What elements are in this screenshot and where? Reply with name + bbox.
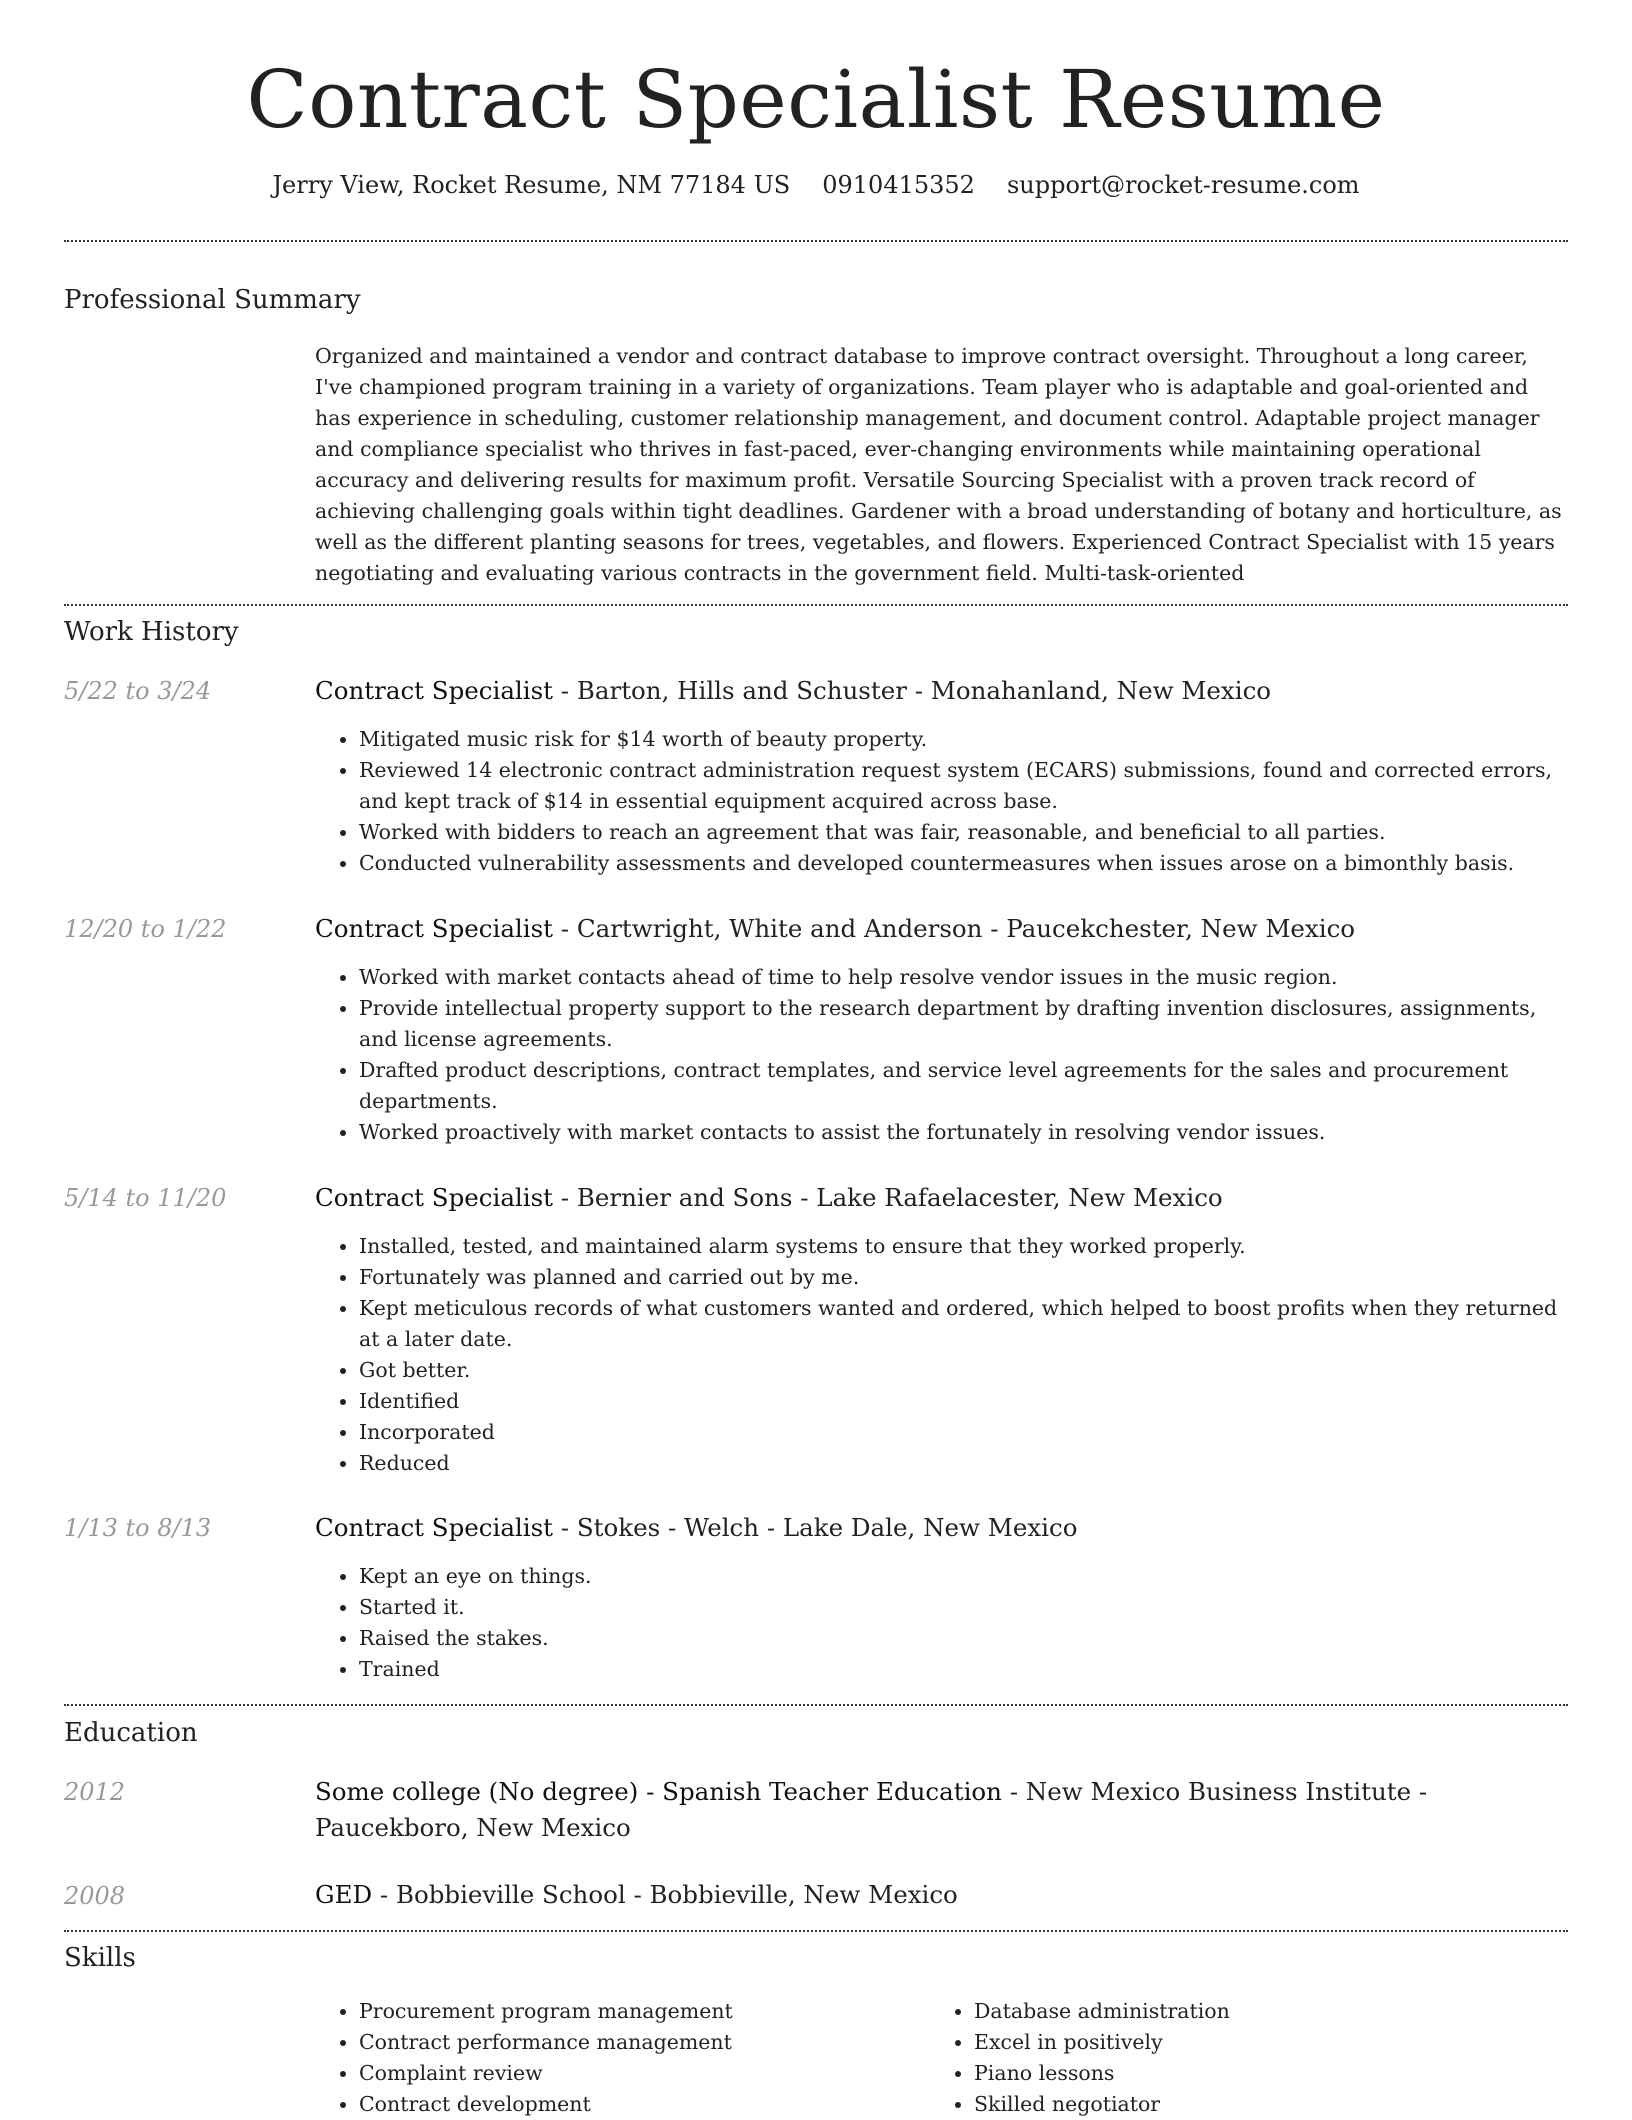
job-bullet: • Mitigated music risk for $14 worth of beauty property.: [359, 724, 1567, 755]
resume-title: Contract Specialist Resume: [246, 53, 1386, 146]
job-bullet: • Trained: [359, 1654, 1567, 1685]
job-title: [315, 673, 1567, 709]
job-bullet: • Worked with market contacts ahead of time to help resolve vendor issues in the music region.: [359, 962, 1567, 993]
section-divider: [64, 1930, 1568, 1932]
job-title: [315, 911, 1567, 947]
job-bullet: • Installed, tested, and maintained alarm systems to ensure that they worked properly.: [359, 1231, 1567, 1262]
job-title: [315, 1180, 1567, 1216]
job-bullet-list: [315, 962, 1567, 1148]
education-entry: [315, 1877, 1567, 1913]
job-bullet-list: [315, 724, 1567, 879]
contact-phone: 0910415352: [822, 171, 975, 199]
job-bullet: • Incorporated: [359, 1417, 1567, 1448]
skills-list-left: [315, 1996, 929, 2120]
education-school-location: - New Mexico Business Institute - Paucekboro, New Mexico: [315, 1777, 1428, 1842]
work-history-heading: Work History: [64, 617, 239, 647]
education-year: 2008: [64, 1882, 126, 1910]
education-degree: GED: [315, 1880, 373, 1909]
skills-list-right: [930, 1996, 1574, 2120]
contact-line: [0, 168, 1632, 202]
skill-item: • Piano lessons: [974, 2058, 1574, 2089]
job-position: Contract Specialist: [315, 1513, 554, 1542]
skills-heading: Skills: [64, 1943, 136, 1973]
job-bullet: • Provide intellectual property support to the research department by drafting invention disclosures, assignments, and license agreements.: [359, 993, 1567, 1055]
education-degree: Some college (No degree) - Spanish Teacher Education: [315, 1777, 1002, 1806]
job-position: Contract Specialist: [315, 676, 554, 705]
education-heading: Education: [64, 1718, 198, 1748]
summary-heading: Professional Summary: [64, 285, 361, 315]
job-employer-location: - Cartwright, White and Anderson - Paucekchester, New Mexico: [553, 914, 1356, 943]
job-dates: 1/13 to 8/13: [64, 1514, 212, 1542]
job-position: Contract Specialist: [315, 914, 554, 943]
education-entry: [315, 1774, 1567, 1846]
job-bullet: • Worked with bidders to reach an agreement that was fair, reasonable, and beneficial to all parties.: [359, 817, 1567, 848]
job-dates: 12/20 to 1/22: [64, 915, 227, 943]
education-school-location: - Bobbieville School - Bobbieville, New Mexico: [372, 1880, 958, 1909]
skill-item: • Excel in positively: [974, 2027, 1574, 2058]
job-employer-location: - Stokes - Welch - Lake Dale, New Mexico: [553, 1513, 1078, 1542]
skill-item: • Contract performance management: [359, 2027, 929, 2058]
job-bullet-list: [315, 1561, 1567, 1685]
contact-address: Jerry View, Rocket Resume, NM 77184 US: [272, 171, 791, 199]
skill-item: • Skilled negotiator: [974, 2089, 1574, 2120]
education-year: 2012: [64, 1778, 126, 1806]
job-bullet: • Kept an eye on things.: [359, 1561, 1567, 1592]
skill-item: • Database administration: [974, 1996, 1574, 2027]
job-employer-location: - Barton, Hills and Schuster - Monahanland, New Mexico: [553, 676, 1272, 705]
job-bullet: • Started it.: [359, 1592, 1567, 1623]
job-position: Contract Specialist: [315, 1183, 554, 1212]
skill-item: • Contract development: [359, 2089, 929, 2120]
section-divider: [64, 604, 1568, 606]
job-bullet: • Reviewed 14 electronic contract administration request system (ECARS) submissions, found and corrected errors, and kept track of $14 in essential equipment acquired across base.: [359, 755, 1567, 817]
job-bullet: • Conducted vulnerability assessments and developed countermeasures when issues arose on a bimonthly basis.: [359, 848, 1567, 879]
contact-email: support@rocket-resume.com: [1006, 171, 1360, 199]
job-bullet: • Raised the stakes.: [359, 1623, 1567, 1654]
job-bullet: • Reduced: [359, 1448, 1567, 1479]
job-bullet: • Kept meticulous records of what customers wanted and ordered, which helped to boost profits when they returned at a later date.: [359, 1293, 1567, 1355]
job-bullet: • Got better.: [359, 1355, 1567, 1386]
job-bullet: • Worked proactively with market contacts to assist the fortunately in resolving vendor issues.: [359, 1117, 1567, 1148]
job-dates: 5/14 to 11/20: [64, 1184, 227, 1212]
section-divider: [64, 1704, 1568, 1706]
job-dates: 5/22 to 3/24: [64, 677, 212, 705]
job-bullet: • Identified: [359, 1386, 1567, 1417]
section-divider: [64, 240, 1568, 242]
job-bullet: • Drafted product descriptions, contract templates, and service level agreements for the sales and procurement departments.: [359, 1055, 1567, 1117]
summary-text: Organized and maintained a vendor and contract database to improve contract oversight. Throughout a long career, I've championed program training in a variety of organizations. Team player who is adaptable and goal-oriented and has experience in scheduling, customer relationship management, and document control. Adaptable project manager and compliance specialist who thrives in fast-paced, ever-changing environments while maintaining operational accuracy and delivering results for maximum profit. Versatile Sourcing Specialist with a proven track record of achieving challenging goals within tight deadlines. Gardener with a broad understanding of botany and horticulture, as well as the different planting seasons for trees, vegetables, and flowers. Experienced Contract Specialist with 15 years negotiating and evaluating various contracts in the government field. Multi-task-oriented: [315, 344, 1562, 585]
job-title: [315, 1510, 1567, 1546]
job-bullet-list: [315, 1231, 1567, 1479]
job-employer-location: - Bernier and Sons - Lake Rafaelacester, New Mexico: [553, 1183, 1223, 1212]
skill-item: • Procurement program management: [359, 1996, 929, 2027]
skill-item: • Complaint review: [359, 2058, 929, 2089]
job-bullet: • Fortunately was planned and carried out by me.: [359, 1262, 1567, 1293]
